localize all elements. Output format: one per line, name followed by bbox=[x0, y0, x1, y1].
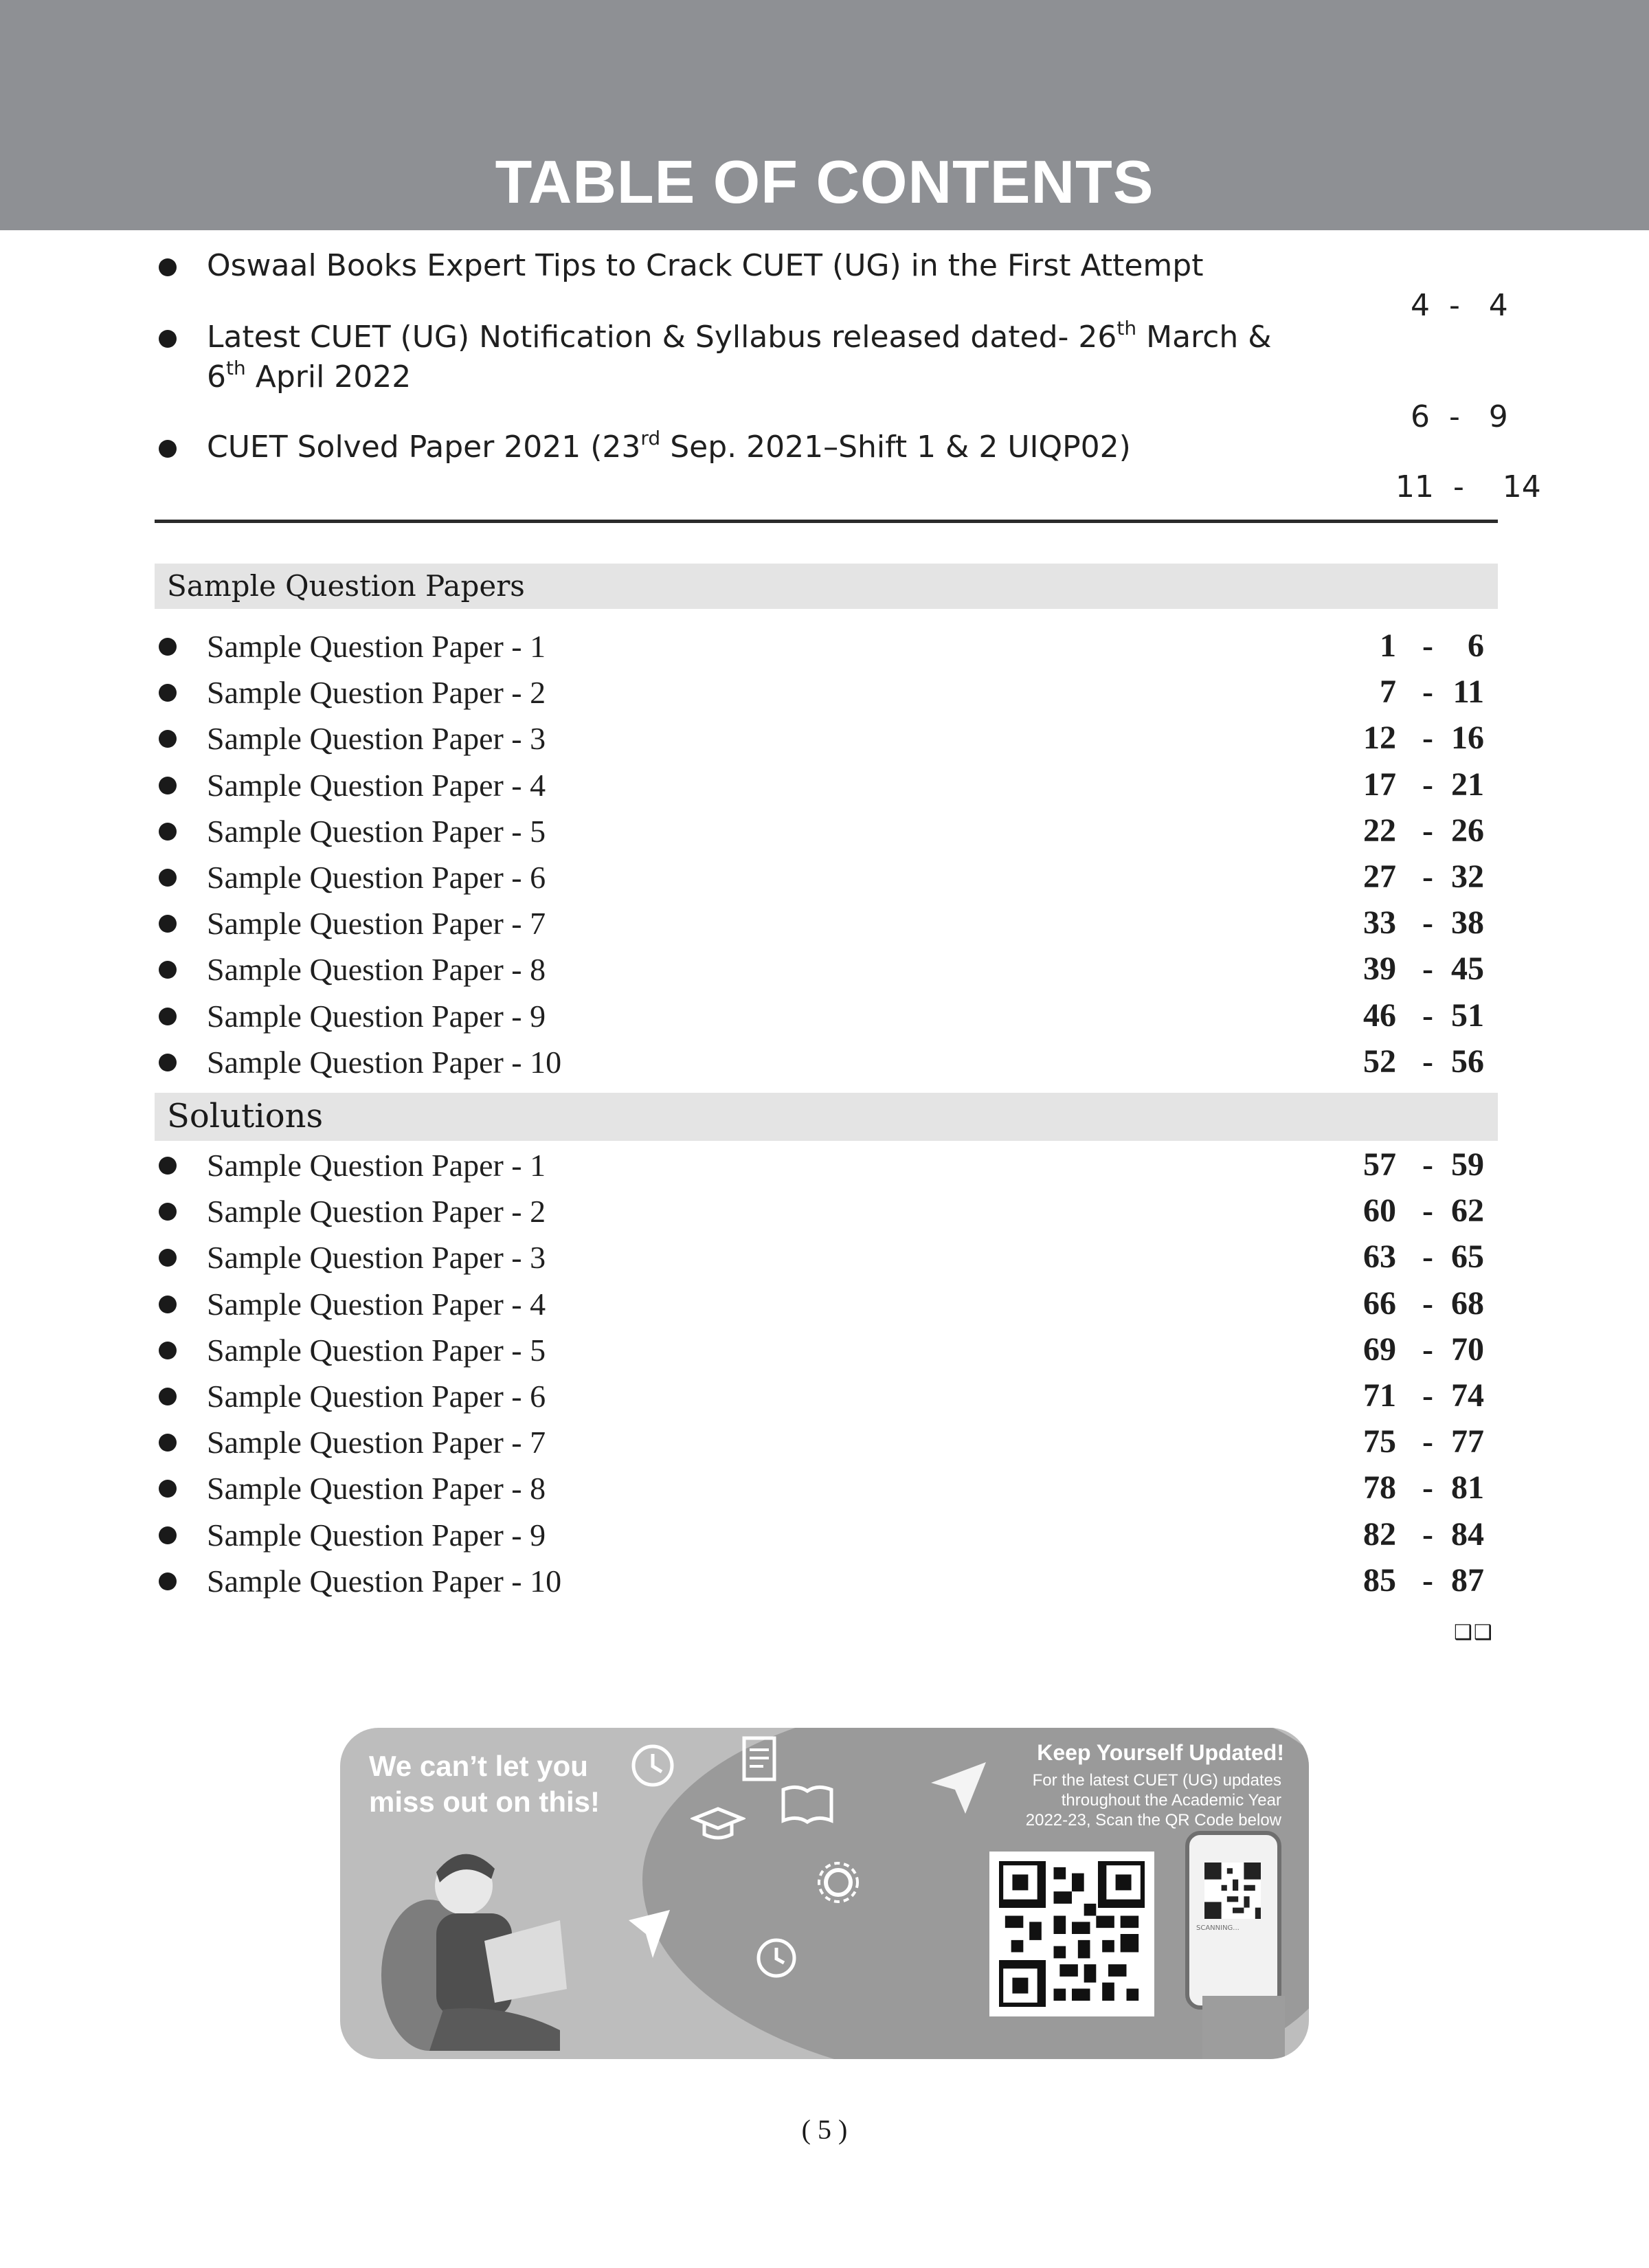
page-to: 56 bbox=[1451, 1043, 1484, 1080]
bullet-icon bbox=[159, 1249, 177, 1267]
intro-item-expert-tips bbox=[155, 246, 1508, 323]
page-from: 69 bbox=[1363, 1331, 1396, 1368]
page-to: 51 bbox=[1451, 997, 1484, 1034]
pages-to: 9 bbox=[1488, 399, 1508, 434]
bullet-icon bbox=[159, 440, 177, 458]
pages-from: 11 bbox=[1395, 469, 1434, 504]
toc-row bbox=[155, 1040, 1498, 1085]
page-from: 46 bbox=[1363, 997, 1396, 1034]
toc-row bbox=[155, 1143, 1498, 1188]
toc-row bbox=[155, 901, 1498, 946]
toc-row-label: Sample Question Paper - 9 bbox=[207, 998, 546, 1034]
hand-arm-illustration bbox=[1202, 1996, 1285, 2059]
toc-row-label: Sample Question Paper - 8 bbox=[207, 1471, 546, 1507]
toc-row bbox=[155, 1235, 1498, 1280]
page-from: 7 bbox=[1380, 674, 1396, 711]
pages-separator: - bbox=[1448, 399, 1460, 434]
toc-row bbox=[155, 1282, 1498, 1327]
page-from: 39 bbox=[1363, 950, 1396, 988]
intro-item-solved-paper bbox=[155, 427, 1541, 504]
bullet-icon bbox=[159, 1388, 177, 1405]
toc-row-label: Sample Question Paper - 10 bbox=[207, 1563, 562, 1599]
bullet-icon bbox=[159, 823, 177, 841]
pages-to: 4 bbox=[1488, 288, 1508, 323]
gear-icon bbox=[814, 1858, 862, 1906]
page-from: 1 bbox=[1380, 627, 1396, 664]
page-from: 60 bbox=[1363, 1192, 1396, 1230]
toc-row-label: Sample Question Paper - 10 bbox=[207, 1044, 562, 1080]
page-from: 71 bbox=[1363, 1377, 1396, 1414]
bullet-icon bbox=[159, 330, 177, 348]
bullet-icon bbox=[159, 258, 177, 276]
page-range-separator: - bbox=[1422, 1192, 1433, 1230]
page-range-separator: - bbox=[1422, 674, 1433, 711]
intro-item-notification bbox=[155, 317, 1508, 434]
header-band bbox=[0, 0, 1649, 230]
pages-separator: - bbox=[1448, 288, 1460, 323]
page-range-separator: - bbox=[1422, 997, 1433, 1034]
toc-row-label: Sample Question Paper - 7 bbox=[207, 906, 546, 942]
banner-left-text: We can’t let you miss out on this! bbox=[369, 1750, 600, 1818]
page-from: 12 bbox=[1363, 720, 1396, 757]
toc-row bbox=[155, 1374, 1498, 1419]
page-range-separator: - bbox=[1422, 1377, 1433, 1414]
page-to: 65 bbox=[1451, 1238, 1484, 1276]
phone-scanning-label: SCANNING... bbox=[1196, 1924, 1239, 1932]
bullet-icon bbox=[159, 1434, 177, 1452]
page-to: 6 bbox=[1468, 627, 1484, 664]
bullet-icon bbox=[159, 915, 177, 933]
page-to: 16 bbox=[1451, 720, 1484, 757]
toc-row-label: Sample Question Paper - 2 bbox=[207, 675, 546, 711]
page-to: 70 bbox=[1451, 1331, 1484, 1368]
page-range-separator: - bbox=[1422, 858, 1433, 895]
page-range-separator: - bbox=[1422, 812, 1433, 849]
page-to: 45 bbox=[1451, 950, 1484, 988]
toc-row-label: Sample Question Paper - 7 bbox=[207, 1425, 546, 1460]
bullet-icon bbox=[159, 684, 177, 702]
page-range-separator: - bbox=[1422, 1285, 1433, 1322]
pages-from: 6 bbox=[1410, 399, 1430, 434]
page-range-separator: - bbox=[1422, 720, 1433, 757]
page-to: 74 bbox=[1451, 1377, 1484, 1414]
page-to: 21 bbox=[1451, 766, 1484, 803]
toc-row-label: Sample Question Paper - 4 bbox=[207, 1286, 546, 1322]
qr-code[interactable] bbox=[989, 1852, 1154, 2016]
page-range-separator: - bbox=[1422, 904, 1433, 942]
page-from: 27 bbox=[1363, 858, 1396, 895]
page-range-separator: - bbox=[1422, 950, 1433, 988]
section-heading-solutions: Solutions bbox=[155, 1093, 1498, 1141]
bullet-icon bbox=[159, 730, 177, 748]
page-to: 26 bbox=[1451, 812, 1484, 849]
intro-item-label: Latest CUET (UG) Notification & Syllabus released dated- 26th March & 6th April 2022 bbox=[207, 317, 1272, 394]
document-icon bbox=[739, 1735, 780, 1783]
paper-plane-icon bbox=[625, 1906, 673, 1961]
bullet-icon bbox=[159, 1054, 177, 1071]
intro-item-pages bbox=[1357, 427, 1541, 547]
page-from: 57 bbox=[1363, 1146, 1396, 1183]
intro-item-label: Oswaal Books Expert Tips to Crack CUET (UG) in the First Attempt bbox=[207, 248, 1204, 283]
reading-person-illustration bbox=[381, 1831, 587, 2051]
pages-to: 14 bbox=[1502, 469, 1541, 504]
phone-qr-code-icon bbox=[1204, 1863, 1261, 1919]
page-from: 78 bbox=[1363, 1469, 1396, 1507]
toc-row-label: Sample Question Paper - 9 bbox=[207, 1517, 546, 1553]
page-to: 68 bbox=[1451, 1285, 1484, 1322]
toc-row-label: Sample Question Paper - 2 bbox=[207, 1194, 546, 1230]
toc-row-label: Sample Question Paper - 1 bbox=[207, 1148, 546, 1183]
toc-row bbox=[155, 947, 1498, 992]
toc-row bbox=[155, 1420, 1498, 1465]
book-icon bbox=[780, 1783, 835, 1824]
toc-row-label: Sample Question Paper - 4 bbox=[207, 767, 546, 803]
page-from: 33 bbox=[1363, 904, 1396, 942]
phone-illustration bbox=[1185, 1831, 1281, 2010]
page-from: 17 bbox=[1363, 766, 1396, 803]
bullet-icon bbox=[159, 1008, 177, 1025]
section-heading-sample-papers: Sample Question Papers bbox=[155, 564, 1498, 609]
bullet-icon bbox=[159, 869, 177, 887]
page-to: 81 bbox=[1451, 1469, 1484, 1507]
page-to: 77 bbox=[1451, 1423, 1484, 1460]
toc-row-label: Sample Question Paper - 5 bbox=[207, 1332, 546, 1368]
bullet-icon bbox=[159, 1572, 177, 1590]
divider-rule bbox=[155, 520, 1498, 523]
bullet-icon bbox=[159, 1203, 177, 1221]
page-from: 82 bbox=[1363, 1515, 1396, 1553]
page-from: 66 bbox=[1363, 1285, 1396, 1322]
bullet-icon bbox=[159, 1526, 177, 1544]
page-range-separator: - bbox=[1422, 1331, 1433, 1368]
toc-row-label: Sample Question Paper - 1 bbox=[207, 629, 546, 664]
pages-separator: - bbox=[1452, 469, 1464, 504]
bullet-icon bbox=[159, 1157, 177, 1175]
bullet-icon bbox=[159, 961, 177, 979]
page-range-separator: - bbox=[1422, 627, 1433, 664]
bullet-icon bbox=[159, 1480, 177, 1498]
toc-row bbox=[155, 855, 1498, 900]
page-to: 11 bbox=[1452, 674, 1484, 711]
toc-row-label: Sample Question Paper - 6 bbox=[207, 1379, 546, 1414]
page-from: 52 bbox=[1363, 1043, 1396, 1080]
clock-icon bbox=[752, 1934, 800, 1982]
banner-right-heading: Keep Yourself Updated! bbox=[1037, 1740, 1284, 1765]
toc-row bbox=[155, 670, 1498, 715]
toc-row bbox=[155, 994, 1498, 1039]
intro-item-label: CUET Solved Paper 2021 (23rd Sep. 2021–Shift 1 & 2 UIQP02) bbox=[207, 427, 1131, 465]
toc-row bbox=[155, 1559, 1498, 1604]
page-range-separator: - bbox=[1422, 1238, 1433, 1276]
toc-row bbox=[155, 624, 1498, 669]
page-from: 22 bbox=[1363, 812, 1396, 849]
page-range-separator: - bbox=[1422, 1146, 1433, 1183]
banner-right-subtext: For the latest CUET (UG) updates throughout the Academic Year 2022-23, Scan the QR Code below bbox=[1025, 1771, 1281, 1830]
page-to: 32 bbox=[1451, 858, 1484, 895]
page-to: 59 bbox=[1451, 1146, 1484, 1183]
toc-row bbox=[155, 763, 1498, 808]
page-from: 85 bbox=[1363, 1561, 1396, 1599]
toc-row bbox=[155, 1466, 1498, 1511]
toc-row-label: Sample Question Paper - 6 bbox=[207, 860, 546, 895]
page-from: 75 bbox=[1363, 1423, 1396, 1460]
toc-row bbox=[155, 1328, 1498, 1373]
page-to: 87 bbox=[1451, 1561, 1484, 1599]
toc-row-label: Sample Question Paper - 5 bbox=[207, 813, 546, 849]
toc-row-label: Sample Question Paper - 3 bbox=[207, 1240, 546, 1276]
bullet-icon bbox=[159, 638, 177, 656]
toc-row bbox=[155, 716, 1498, 761]
toc-row-label: Sample Question Paper - 8 bbox=[207, 952, 546, 988]
page-title: TABLE OF CONTENTS bbox=[495, 148, 1154, 216]
bullet-icon bbox=[159, 777, 177, 794]
page-range-separator: - bbox=[1422, 1043, 1433, 1080]
promo-banner bbox=[340, 1728, 1309, 2059]
toc-row bbox=[155, 1189, 1498, 1234]
page-range-separator: - bbox=[1422, 1561, 1433, 1599]
page-to: 38 bbox=[1451, 904, 1484, 942]
toc-row bbox=[155, 809, 1498, 854]
page-range-separator: - bbox=[1422, 766, 1433, 803]
page-range-separator: - bbox=[1422, 1423, 1433, 1460]
page-from: 63 bbox=[1363, 1238, 1396, 1276]
page-range-separator: - bbox=[1422, 1469, 1433, 1507]
toc-row bbox=[155, 1513, 1498, 1558]
toc-row-label: Sample Question Paper - 3 bbox=[207, 721, 546, 757]
page-to: 84 bbox=[1451, 1515, 1484, 1553]
bullet-icon bbox=[159, 1296, 177, 1313]
bullet-icon bbox=[159, 1342, 177, 1359]
end-of-list-mark: ❑❑ bbox=[1454, 1621, 1494, 1645]
clock-icon bbox=[629, 1742, 677, 1790]
graduation-cap-icon bbox=[691, 1803, 745, 1845]
page-number: ( 5 ) bbox=[801, 2114, 848, 2145]
pages-from: 4 bbox=[1410, 288, 1430, 323]
page-to: 62 bbox=[1451, 1192, 1484, 1230]
page-range-separator: - bbox=[1422, 1515, 1433, 1553]
